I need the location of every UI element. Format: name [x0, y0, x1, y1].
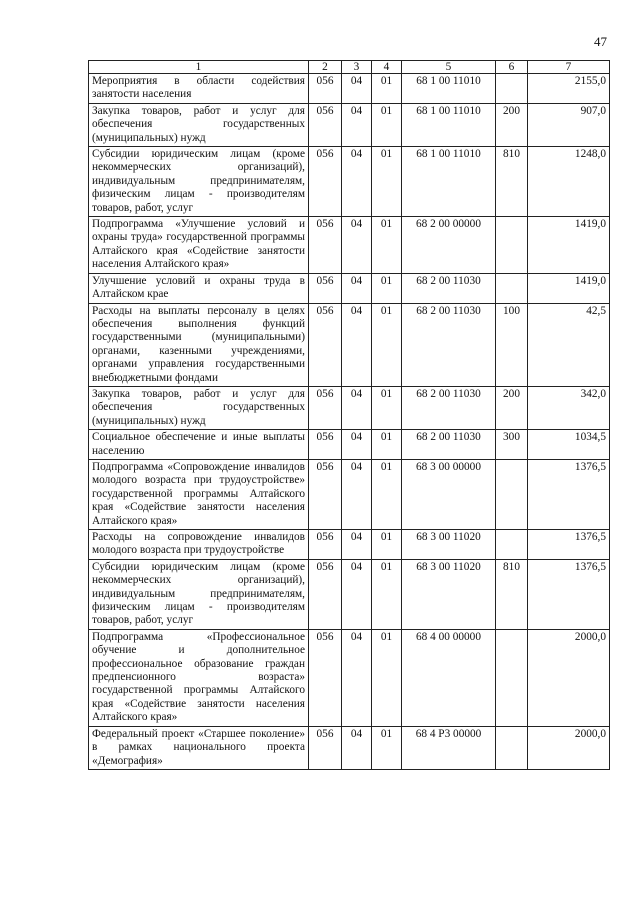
row-name: Расходы на выплаты персоналу в целях обеспечения выполнения функций государственными (муниципальными) органами, казенными учреждениями, органами управления государственными внебюджетными фондами — [89, 303, 309, 386]
header-cell: 1 — [89, 61, 309, 74]
expense-type-code: 200 — [496, 386, 528, 429]
ministry-code: 056 — [309, 217, 342, 274]
subsection-code: 01 — [372, 217, 402, 274]
table-row — [89, 629, 610, 726]
target-code: 68 2 00 11030 — [402, 303, 496, 386]
subsection-code: 01 — [372, 147, 402, 217]
header-cell: 4 — [372, 61, 402, 74]
row-name: Субсидии юридическим лицам (кроме некоммерческих организаций), индивидуальным предпринимателям, физическим лицам - производителям товаров, работ, услуг — [89, 559, 309, 629]
amount: 42,5 — [528, 303, 610, 386]
ministry-code: 056 — [309, 726, 342, 769]
target-code: 68 2 00 00000 — [402, 217, 496, 274]
expense-type-code — [496, 74, 528, 104]
amount: 2000,0 — [528, 726, 610, 769]
section-code: 04 — [342, 103, 372, 146]
expense-type-code — [496, 217, 528, 274]
table-row — [89, 559, 610, 629]
target-code: 68 1 00 11010 — [402, 147, 496, 217]
amount: 1419,0 — [528, 217, 610, 274]
row-name: Улучшение условий и охраны труда в Алтайском крае — [89, 273, 309, 303]
row-name: Социальное обеспечение и иные выплаты населению — [89, 430, 309, 460]
ministry-code: 056 — [309, 74, 342, 104]
amount: 2155,0 — [528, 74, 610, 104]
expense-type-code — [496, 273, 528, 303]
expense-type-code: 810 — [496, 559, 528, 629]
section-code: 04 — [342, 430, 372, 460]
row-name: Подпрограмма «Сопровождение инвалидов молодого возраста при трудоустройстве» государственной программы Алтайского края «Содействие занятости населения Алтайского края» — [89, 459, 309, 529]
table-row — [89, 103, 610, 146]
amount: 1034,5 — [528, 430, 610, 460]
subsection-code: 01 — [372, 726, 402, 769]
ministry-code: 056 — [309, 559, 342, 629]
target-code: 68 2 00 11030 — [402, 430, 496, 460]
table-row — [89, 726, 610, 769]
table-row — [89, 386, 610, 429]
row-name: Закупка товаров, работ и услуг для обеспечения государственных (муниципальных) нужд — [89, 103, 309, 146]
expense-type-code — [496, 459, 528, 529]
row-name: Мероприятия в области содействия занятости населения — [89, 74, 309, 104]
target-code: 68 4 00 00000 — [402, 629, 496, 726]
table-row — [89, 430, 610, 460]
section-code: 04 — [342, 726, 372, 769]
amount: 342,0 — [528, 386, 610, 429]
expense-type-code: 810 — [496, 147, 528, 217]
target-code: 68 3 00 11020 — [402, 530, 496, 560]
amount: 1376,5 — [528, 459, 610, 529]
subsection-code: 01 — [372, 430, 402, 460]
section-code: 04 — [342, 147, 372, 217]
subsection-code: 01 — [372, 303, 402, 386]
amount: 1248,0 — [528, 147, 610, 217]
section-code: 04 — [342, 217, 372, 274]
target-code: 68 4 P3 00000 — [402, 726, 496, 769]
table-row — [89, 530, 610, 560]
budget-table — [88, 60, 610, 770]
subsection-code: 01 — [372, 629, 402, 726]
target-code: 68 3 00 11020 — [402, 559, 496, 629]
row-name: Расходы на сопровождение инвалидов молодого возраста при трудоустройстве — [89, 530, 309, 560]
expense-type-code: 300 — [496, 430, 528, 460]
ministry-code: 056 — [309, 303, 342, 386]
section-code: 04 — [342, 273, 372, 303]
ministry-code: 056 — [309, 103, 342, 146]
table-row — [89, 147, 610, 217]
row-name: Закупка товаров, работ и услуг для обеспечения государственных (муниципальных) нужд — [89, 386, 309, 429]
page-number: 47 — [594, 34, 607, 49]
ministry-code: 056 — [309, 629, 342, 726]
target-code: 68 2 00 11030 — [402, 386, 496, 429]
expense-type-code: 100 — [496, 303, 528, 386]
amount: 1376,5 — [528, 559, 610, 629]
subsection-code: 01 — [372, 103, 402, 146]
section-code: 04 — [342, 530, 372, 560]
row-name: Подпрограмма «Профессиональное обучение и дополнительное профессиональное образование граждан предпенсионного возраста» государственной программы Алтайского края «Содействие занятости населения Алтайского края» — [89, 629, 309, 726]
expense-type-code — [496, 629, 528, 726]
target-code: 68 1 00 11010 — [402, 74, 496, 104]
row-name: Федеральный проект «Старшее поколение» в рамках национального проекта «Демография» — [89, 726, 309, 769]
header-cell: 2 — [309, 61, 342, 74]
amount: 907,0 — [528, 103, 610, 146]
table-row — [89, 303, 610, 386]
row-name: Подпрограмма «Улучшение условий и охраны труда» государственной программы Алтайского края «Содействие занятости населения Алтайского края» — [89, 217, 309, 274]
header-cell: 5 — [402, 61, 496, 74]
section-code: 04 — [342, 629, 372, 726]
subsection-code: 01 — [372, 530, 402, 560]
section-code: 04 — [342, 559, 372, 629]
target-code: 68 2 00 11030 — [402, 273, 496, 303]
amount: 2000,0 — [528, 629, 610, 726]
ministry-code: 056 — [309, 147, 342, 217]
table-row — [89, 273, 610, 303]
table-row — [89, 459, 610, 529]
ministry-code: 056 — [309, 273, 342, 303]
target-code: 68 3 00 00000 — [402, 459, 496, 529]
section-code: 04 — [342, 459, 372, 529]
subsection-code: 01 — [372, 386, 402, 429]
expense-type-code — [496, 726, 528, 769]
subsection-code: 01 — [372, 273, 402, 303]
section-code: 04 — [342, 303, 372, 386]
subsection-code: 01 — [372, 74, 402, 104]
section-code: 04 — [342, 386, 372, 429]
table-row — [89, 217, 610, 274]
ministry-code: 056 — [309, 430, 342, 460]
header-cell: 7 — [528, 61, 610, 74]
expense-type-code — [496, 530, 528, 560]
amount: 1376,5 — [528, 530, 610, 560]
ministry-code: 056 — [309, 386, 342, 429]
subsection-code: 01 — [372, 559, 402, 629]
subsection-code: 01 — [372, 459, 402, 529]
amount: 1419,0 — [528, 273, 610, 303]
ministry-code: 056 — [309, 530, 342, 560]
header-cell: 6 — [496, 61, 528, 74]
header-row — [89, 61, 610, 74]
section-code: 04 — [342, 74, 372, 104]
expense-type-code: 200 — [496, 103, 528, 146]
table-row — [89, 74, 610, 104]
ministry-code: 056 — [309, 459, 342, 529]
header-cell: 3 — [342, 61, 372, 74]
row-name: Субсидии юридическим лицам (кроме некоммерческих организаций), индивидуальным предпринимателям, физическим лицам - производителям товаров, работ, услуг — [89, 147, 309, 217]
target-code: 68 1 00 11010 — [402, 103, 496, 146]
